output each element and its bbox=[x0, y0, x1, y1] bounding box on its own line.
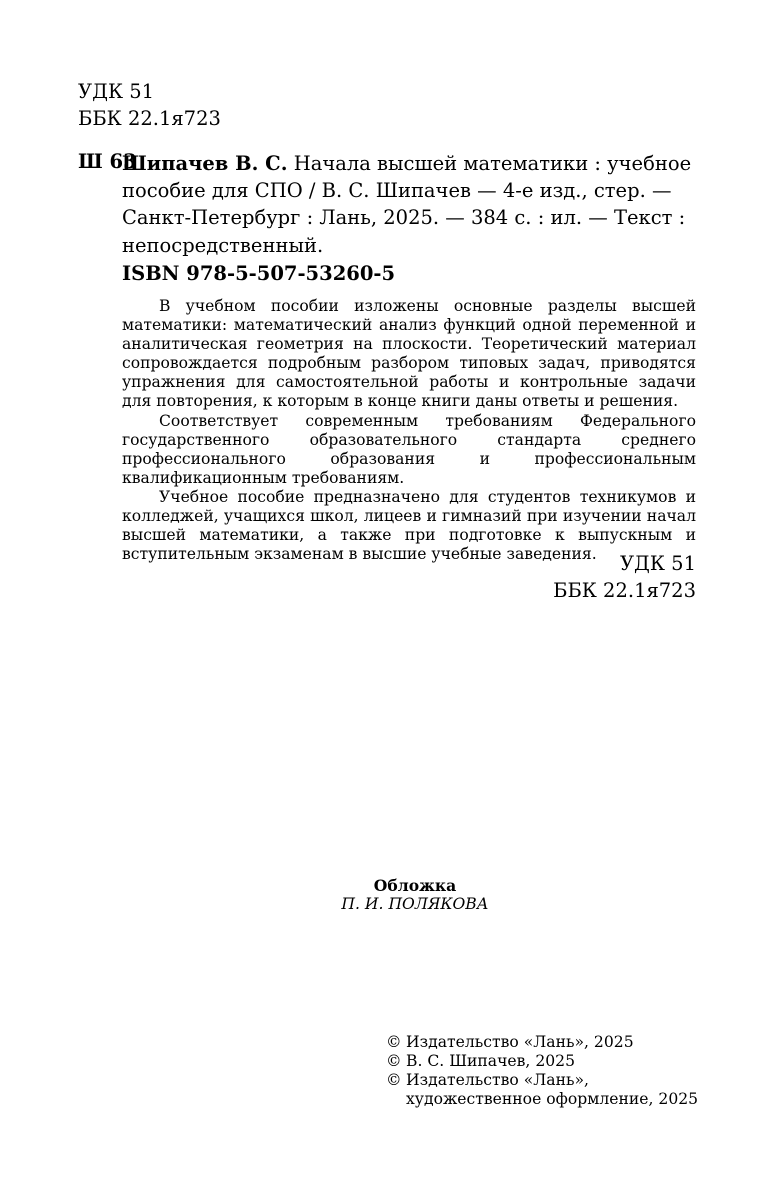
copyright-line: © Издательство «Лань», 2025 bbox=[386, 1033, 634, 1051]
description-line-1: Начала высшей математики : учебное bbox=[293, 152, 692, 175]
bbk-code: ББК 22.1я723 bbox=[78, 107, 221, 130]
cover-label: Обложка bbox=[373, 876, 457, 895]
cover-designer: П. И. ПОЛЯКОВА bbox=[341, 895, 489, 913]
copyright-icon: © bbox=[386, 1071, 402, 1090]
copyright-line: © В. С. Шипачев, 2025 bbox=[386, 1052, 576, 1071]
copyright-line: © Издательство «Лань», bbox=[386, 1071, 589, 1090]
isbn: ISBN 978-5-507-53260-5 bbox=[122, 262, 396, 285]
description-line-3: Санкт-Петербург : Лань, 2025. — 384 с. : ил. — Текст : bbox=[122, 206, 686, 230]
annotation-paragraph: Учебное пособие предназначено для студентов техникумов и колледжей, учащихся школ, лицеев и гимназий при изучении начал высшей математики, а также при подготовке к выпускным и вступительным экзаменам в высшие учебные заведения. bbox=[122, 487, 696, 564]
annotation bbox=[122, 297, 696, 564]
copyright-icon: © bbox=[386, 1052, 402, 1071]
bibliographic-description bbox=[122, 150, 697, 259]
author-name: Шипачев В. С. bbox=[122, 152, 288, 175]
annotation-paragraph: В учебном пособии изложены основные разделы высшей математики: математический анализ функций одной переменной и аналитическая геометрия на плоскости. Теоретический материал сопровождается подробным разбором типовых задач, приводятся упражнения для самостоятельной работы и контрольные задачи для повторения, к которым в конце книги даны ответы и решения. bbox=[122, 297, 696, 411]
author-sign: Ш 63 bbox=[78, 150, 137, 173]
copyright-line-continued: художественное оформление, 2025 bbox=[406, 1090, 699, 1109]
cover-credit bbox=[300, 876, 530, 914]
copyright-icon: © bbox=[386, 1033, 402, 1051]
annotation-paragraph: Соответствует современным требованиям Федерального государственного образовательного стандарта среднего профессионального образования и профессиональным квалификационным требованиям. bbox=[122, 411, 696, 487]
udk-code: УДК 51 bbox=[78, 80, 155, 103]
bbk-code: ББК 22.1я723 bbox=[553, 579, 696, 602]
udk-code: УДК 51 bbox=[619, 552, 696, 575]
description-line-2: пособие для СПО / В. С. Шипачев — 4-е изд., стер. — bbox=[122, 179, 672, 203]
description-line-4: непосредственный. bbox=[122, 233, 324, 257]
top-classification bbox=[78, 78, 221, 132]
bottom-classification bbox=[553, 550, 696, 604]
copyright-notices bbox=[386, 1033, 698, 1109]
